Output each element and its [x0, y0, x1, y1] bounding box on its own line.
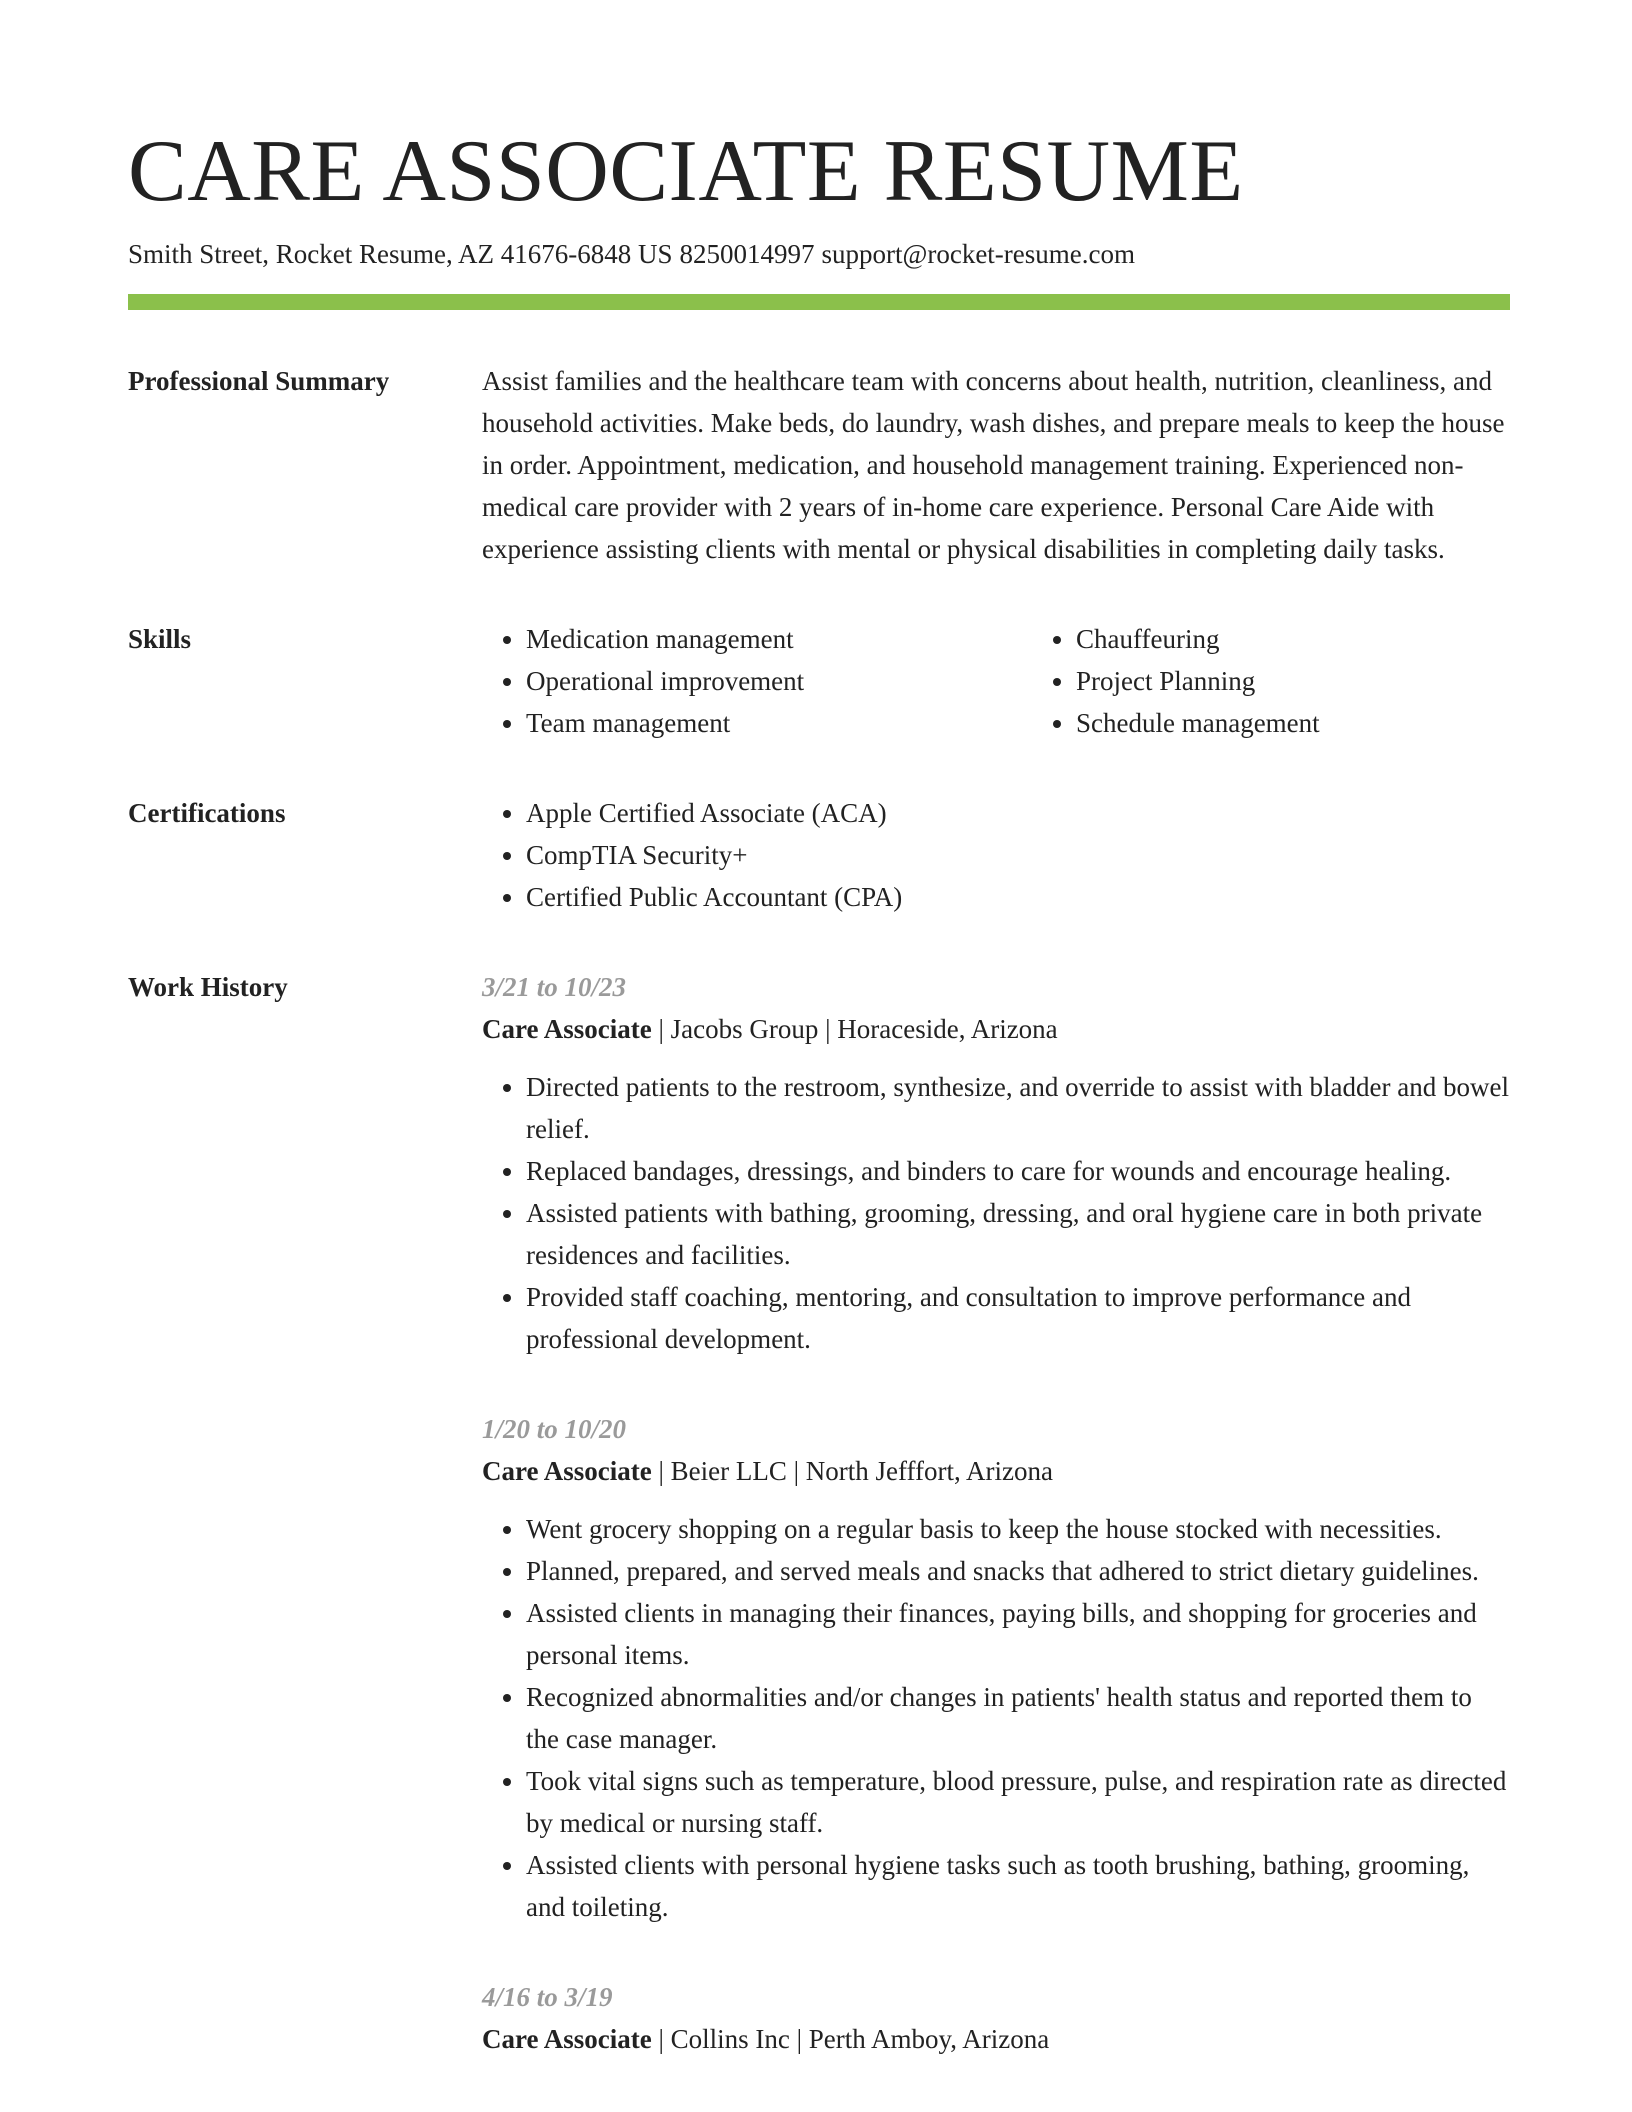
- skills-heading: Skills: [128, 624, 192, 654]
- job-dates: 1/20 to 10/20: [482, 1414, 627, 1444]
- certification-item: • Certified Public Accountant (CPA): [526, 876, 1510, 918]
- certifications-list: [482, 792, 1510, 918]
- skills-section: [128, 618, 1510, 744]
- skill-item: • Chauffeuring: [1076, 618, 1582, 660]
- summary-heading: Professional Summary: [128, 366, 390, 396]
- job-separator: |: [658, 2024, 664, 2054]
- contact-phone: 8250014997: [679, 239, 815, 269]
- job-dates: 4/16 to 3/19: [482, 1982, 613, 2012]
- job-bullet: • Took vital signs such as temperature, blood pressure, pulse, and respiration rate as directed by medical or nursing staff.: [526, 1760, 1510, 1844]
- certification-item: • Apple Certified Associate (ACA): [526, 792, 1510, 834]
- job-bullet: • Planned, prepared, and served meals and snacks that adhered to strict dietary guidelines.: [526, 1550, 1510, 1592]
- skill-item: • Operational improvement: [526, 660, 1032, 702]
- job-bullet: • Assisted patients with bathing, grooming, dressing, and oral hygiene care in both private residences and facilities.: [526, 1192, 1510, 1276]
- job-dates: 3/21 to 10/23: [482, 972, 627, 1002]
- contact-line: [128, 236, 1510, 272]
- job-entry: [482, 1976, 1510, 2060]
- skill-item: • Project Planning: [1076, 660, 1582, 702]
- certifications-section: [128, 792, 1510, 918]
- job-bullet: • Assisted clients in managing their finances, paying bills, and shopping for groceries and personal items.: [526, 1592, 1510, 1676]
- job-separator: |: [793, 1456, 799, 1486]
- job-bullet: • Provided staff coaching, mentoring, and consultation to improve performance and professional development.: [526, 1276, 1510, 1360]
- job-title: Care Associate: [482, 1456, 652, 1486]
- job-bullets: [482, 1508, 1510, 1928]
- skills-columns: [482, 618, 1582, 744]
- work-history-section: [128, 966, 1510, 2060]
- job-bullet: • Replaced bandages, dressings, and binders to care for wounds and encourage healing.: [526, 1150, 1510, 1192]
- skills-list-right: [1032, 618, 1582, 744]
- job-company: Jacobs Group: [670, 1014, 819, 1044]
- certifications-heading: Certifications: [128, 798, 286, 828]
- job-separator: |: [796, 2024, 803, 2054]
- skills-list-left: [482, 618, 1032, 744]
- job-heading: [482, 2018, 1510, 2060]
- job-separator: |: [658, 1014, 664, 1044]
- resume-title: CARE ASSOCIATE RESUME: [128, 123, 1244, 220]
- job-bullet: • Assisted clients with personal hygiene tasks such as tooth brushing, bathing, grooming, and toileting.: [526, 1844, 1510, 1928]
- job-heading: [482, 1008, 1510, 1050]
- skill-item: • Team management: [526, 702, 1032, 744]
- job-bullets: [482, 1066, 1510, 1360]
- job-location: Horaceside, Arizona: [837, 1014, 1058, 1044]
- job-separator: |: [825, 1014, 831, 1044]
- contact-email: support@rocket-resume.com: [821, 239, 1136, 269]
- job-company: Beier LLC: [670, 1456, 787, 1486]
- job-separator: |: [658, 1456, 664, 1486]
- job-company: Collins Inc: [670, 2024, 790, 2054]
- job-bullet: • Recognized abnormalities and/or changes in patients' health status and reported them to the case manager.: [526, 1676, 1510, 1760]
- job-location: Perth Amboy, Arizona: [808, 2024, 1050, 2054]
- resume-page: [128, 122, 1510, 2060]
- skill-item: • Medication management: [526, 618, 1032, 660]
- job-heading: [482, 1450, 1510, 1492]
- job-location: North Jefffort, Arizona: [805, 1456, 1053, 1486]
- job-bullet: • Directed patients to the restroom, synthesize, and override to assist with bladder and bowel relief.: [526, 1066, 1510, 1150]
- job-title: Care Associate: [482, 1014, 652, 1044]
- skill-item: • Schedule management: [1076, 702, 1582, 744]
- certification-item: • CompTIA Security+: [526, 834, 1510, 876]
- header-divider: [128, 294, 1510, 310]
- job-entry: [482, 966, 1510, 1360]
- summary-section: [128, 360, 1510, 570]
- contact-address: Smith Street, Rocket Resume, AZ 41676-6848 US: [128, 239, 673, 269]
- summary-text: Assist families and the healthcare team with concerns about health, nutrition, cleanliness, and household activities. Make beds, do laundry, wash dishes, and prepare meals to keep the house in order. Appointment, medication, and household management training. Experienced non-medical care provider with 2 years of in-home care experience. Personal Care Aide with experience assisting clients with mental or physical disabilities in completing daily tasks.: [482, 366, 1505, 564]
- job-bullet: • Went grocery shopping on a regular basis to keep the house stocked with necessities.: [526, 1508, 1510, 1550]
- job-entry: [482, 1408, 1510, 1928]
- work-history-heading: Work History: [128, 972, 288, 1002]
- job-title: Care Associate: [482, 2024, 652, 2054]
